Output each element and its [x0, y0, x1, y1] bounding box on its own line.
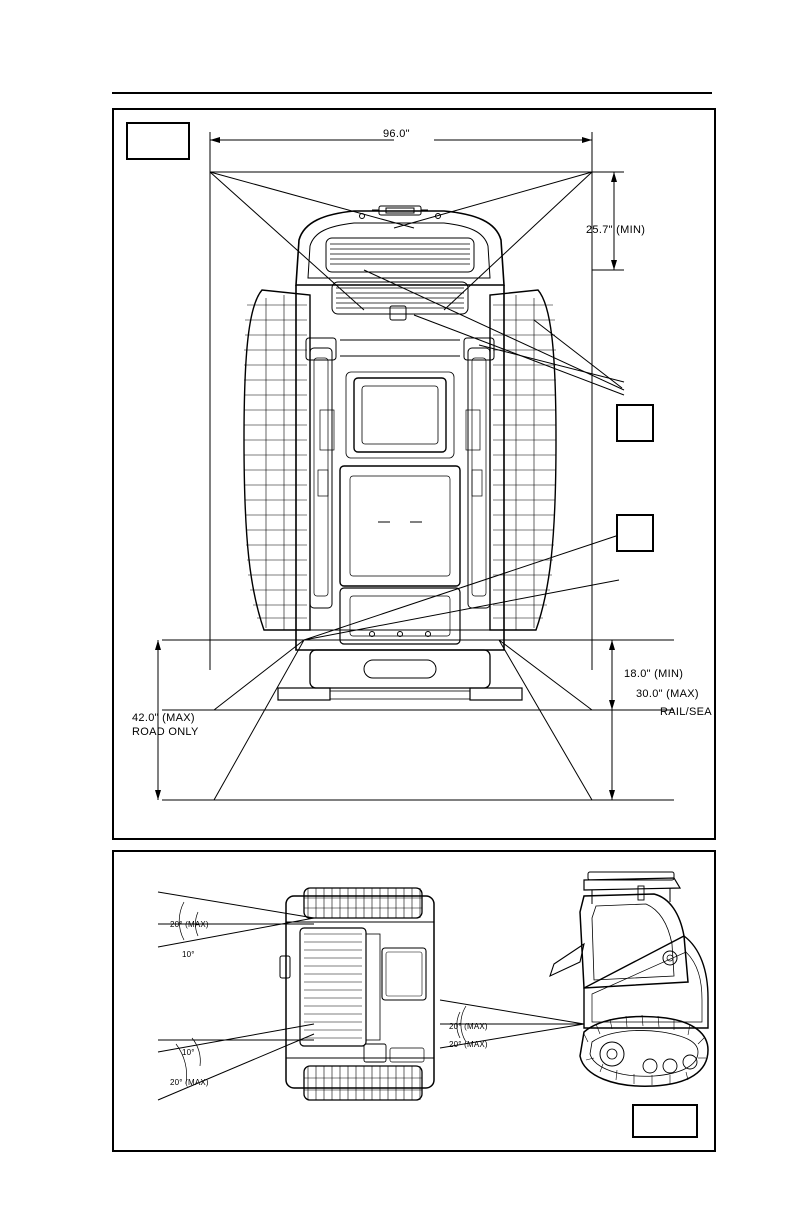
plan-angle-top-inner-label: 10°	[182, 950, 195, 959]
dim-overall-width: 96.0"	[383, 128, 410, 140]
callout-mid-right	[616, 404, 654, 442]
dim-rail-sea-note: RAIL/SEA	[660, 706, 712, 718]
dim-road-only-max: 42.0" (MAX)	[132, 712, 195, 724]
callout-bottom-right	[632, 1104, 698, 1138]
header-rule	[112, 92, 712, 94]
dim-lower-chain-min: 18.0" (MIN)	[624, 668, 684, 680]
callout-top-left	[126, 122, 190, 160]
top-diagram-panel	[112, 108, 716, 840]
side-angle-lower-label: 20° (MAX)	[449, 1040, 488, 1049]
plan-angle-top-outer-label: 20° (MAX)	[170, 920, 209, 929]
side-angle-upper-label: 20° (MAX)	[449, 1022, 488, 1031]
plan-angle-bottom-outer-label: 20° (MAX)	[170, 1078, 209, 1087]
callout-lower-right	[616, 514, 654, 552]
dim-upper-chain-height: 25.7" (MIN)	[586, 224, 646, 236]
plan-and-side-elevation-drawing	[114, 852, 710, 1146]
front-elevation-drawing	[114, 110, 710, 834]
dim-road-only-note: ROAD ONLY	[132, 726, 199, 738]
plan-angle-bottom-inner-label: 10°	[182, 1048, 195, 1057]
bottom-diagram-panel	[112, 850, 716, 1152]
dim-lower-chain-max: 30.0" (MAX)	[636, 688, 699, 700]
